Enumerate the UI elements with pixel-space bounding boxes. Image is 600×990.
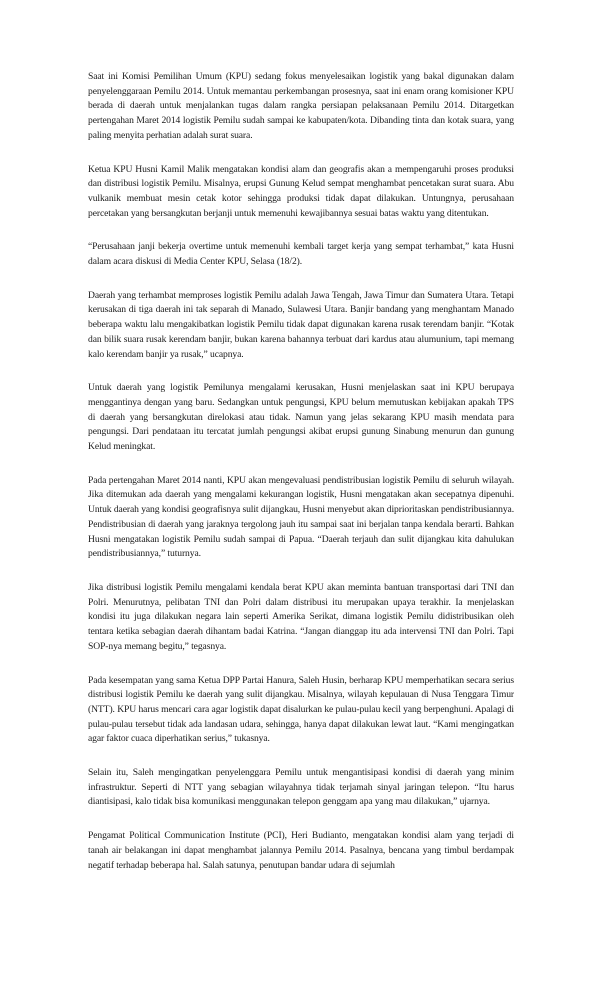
paragraph-8: Pada kesempatan yang sama Ketua DPP Partai Hanura, Saleh Husin, berharap KPU memperhatikan secara serius distribusi logistik Pemilu ke daerah yang sulit dijangkau. Misalnya, wilayah kepulauan di Nusa Tenggara Timur (NTT). KPU harus mencari cara agar logistik dapat disalurkan ke pulau-pulau kecil yang berpenghuni. Apalagi di pulau-pulau tersebut tidak ada landasan udara, sehingga, hanya dapat dilakukan lewat laut. “Kami mengingatkan agar faktor cuaca diperhatikan serius,” tukasnya. bbox=[88, 674, 514, 745]
paragraph-10: Pengamat Political Communication Institute (PCI), Heri Budianto, mengatakan kondisi alam yang terjadi di tanah air belakangan ini dapat menghambat jalannya Pemilu 2014. Pasalnya, bencana yang timbul berdampak negatif terhadap beberapa hal. Salah satunya, penutupan bandar udara di sejumlah bbox=[88, 830, 514, 871]
document-page bbox=[88, 70, 514, 892]
paragraph-6: Pada pertengahan Maret 2014 nanti, KPU akan mengevaluasi pendistribusian logistik Pemilu di seluruh wilayah. Jika ditemukan ada daerah yang mengalami kekurangan logistik, Husni mengatakan akan secepatnya dipenuhi. Untuk daerah yang kondisi geografisnya sulit dijangkau, Husni menyebut akan diprioritaskan pendistribusiannya. Pendistribusian di daerah yang jaraknya tergolong jauh itu sampai saat ini berjalan tanpa kendala berarti. Bahkan Husni mengatakan logistik Pemilu sudah sampai di Papua. “Daerah terjauh dan sulit dijangkau kita dahulukan pendistribusiannya,” tuturnya. bbox=[88, 474, 514, 560]
paragraph-2: Ketua KPU Husni Kamil Malik mengatakan kondisi alam dan geografis akan a mempengaruhi proses produksi dan distribusi logistik Pemilu. Misalnya, erupsi Gunung Kelud sempat menghambat pencetakan surat suara. Abu vulkanik membuat mesin cetak kotor sehingga produksi tidak dapat dilakukan. Untungnya, perusahaan percetakan yang bersangkutan berjanji untuk memenuhi kewajibannya sesuai batas waktu yang ditentukan. bbox=[88, 163, 514, 219]
paragraph-9: Selain itu, Saleh mengingatkan penyelenggara Pemilu untuk mengantisipasi kondisi di daerah yang minim infrastruktur. Seperti di NTT yang sebagian wilayahnya tidak terjamah sinyal jaringan telepon. “Itu harus diantisipasi, kalo tidak bisa komunikasi menggunakan telepon genggam apa yang mau dilakukan,” ujarnya. bbox=[88, 767, 514, 808]
paragraph-7: Jika distribusi logistik Pemilu mengalami kendala berat KPU akan meminta bantuan transportasi dari TNI dan Polri. Menurutnya, pelibatan TNI dan Polri dalam distribusi itu merupakan upaya terakhir. Ia menjelaskan kondisi itu juga dilakukan negara lain seperti Amerika Serikat, dimana logistik Pemilu didistribusikan oleh tentara ketika sebagian daerah dihantam badai Katrina. “Jangan dianggap itu ada intervensi TNI dan Polri. Tapi SOP-nya memang begitu,” tegasnya. bbox=[88, 581, 514, 652]
paragraph-5: Untuk daerah yang logistik Pemilunya mengalami kerusakan, Husni menjelaskan saat ini KPU berupaya menggantinya dengan yang baru. Sedangkan untuk pengungsi, KPU belum memutuskan kebijakan apakah TPS di daerah yang bersangkutan direlokasi atau tidak. Namun yang jelas sekarang KPU masih mendata para pengungsi. Dari pendataan itu tercatat jumlah pengungsi akibat erupsi gunung Sinabung menurun dan gunung Kelud meningkat. bbox=[88, 382, 514, 453]
paragraph-1: Saat ini Komisi Pemilihan Umum (KPU) sedang fokus menyelesaikan logistik yang bakal digunakan dalam penyelenggaraan Pemilu 2014. Untuk memantau perkembangan prosesnya, saat ini enam orang komisioner KPU berada di daerah untuk menjalankan tugas dalam rangka persiapan pelaksanaan Pemilu 2014. Ditargetkan pertengahan Maret 2014 logistik Pemilu sudah sampai ke kabupaten/kota. Dibanding tinta dan kotak suara, yang paling menyita perhatian adalah surat suara. bbox=[88, 71, 514, 141]
paragraph-4: Daerah yang terhambat memproses logistik Pemilu adalah Jawa Tengah, Jawa Timur dan Sumatera Utara. Tetapi kerusakan di tiga daerah ini tak separah di Manado, Sulawesi Utara. Banjir bandang yang menghantam Manado beberapa waktu lalu mengakibatkan logistik Pemilu tidak dapat digunakan karena rusak terendam banjir. “Kotak dan bilik suara rusak kerendam banjir, bukan karena bahannya terbuat dari kardus atau alumunium, tapi memang kalo kerendam banjir ya rusak,” ucapnya. bbox=[88, 289, 514, 360]
paragraph-3: “Perusahaan janji bekerja overtime untuk memenuhi kembali target kerja yang sempat terhambat,” kata Husni dalam acara diskusi di Media Center KPU, Selasa (18/2). bbox=[88, 241, 514, 268]
